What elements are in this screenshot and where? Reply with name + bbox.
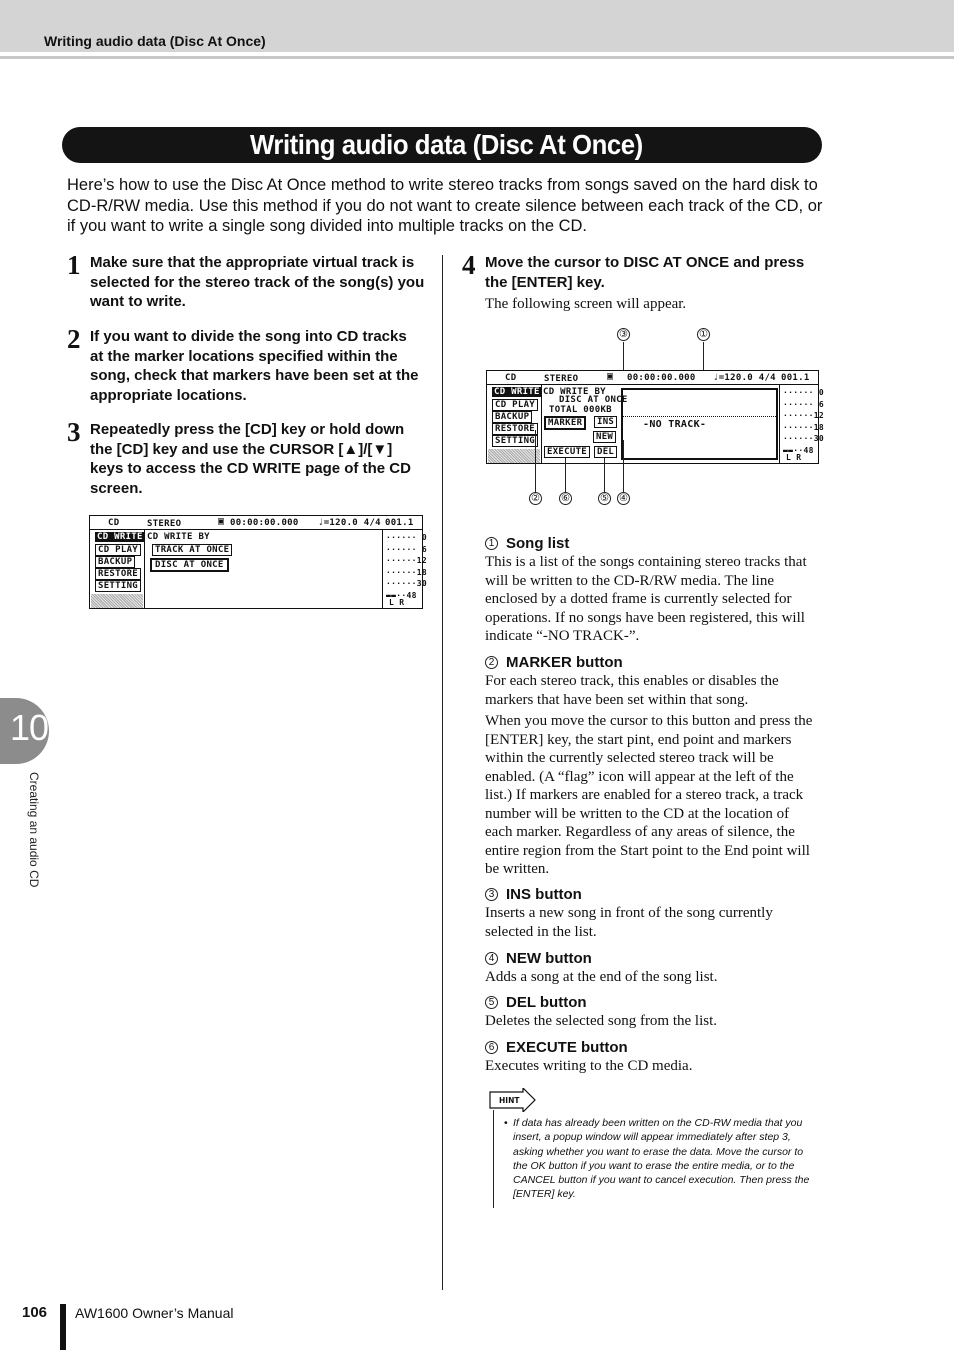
lcd-write-by: CD WRITE BY	[147, 532, 210, 542]
lcd-mode-disc-at-once: DISC AT ONCE	[559, 395, 628, 405]
step-sub: The following screen will appear.	[485, 296, 687, 312]
lcd-bar: 001.1	[385, 518, 414, 528]
chapter-tab	[0, 698, 49, 764]
lcd-new-button: NEW	[593, 431, 616, 443]
lcd-lr-label: L R	[786, 453, 802, 462]
lcd-disc-at-once: DISC AT ONCE	[150, 558, 229, 572]
lcd-cd-label: CD	[505, 373, 517, 383]
item-body: This is a list of the songs containing stereo tracks that will be written to the CD-R/RW media. The line enclosed by a dotted frame is currently selected for operations. If no songs have been registered, this will indicate “-NO TRACK-”.	[485, 554, 807, 644]
item-new-button: 4 NEW button Adds a song at the end of the song list.	[485, 950, 817, 987]
callout-2: ②	[529, 492, 542, 505]
lcd-menu-restore: RESTORE	[95, 568, 141, 580]
lcd-menu-cd-write: CD WRITE	[494, 387, 540, 397]
lcd-bar: 001.1	[781, 373, 810, 383]
callout-5: ⑤	[598, 492, 611, 505]
lcd-stereo-label: STEREO	[544, 374, 579, 384]
hint-arrow-icon	[489, 1088, 537, 1112]
footer-bar	[60, 1304, 66, 1350]
step-number: 4	[462, 250, 476, 280]
lcd-lr-label: L R	[389, 598, 405, 607]
lcd-marker-button: MARKER	[544, 416, 586, 430]
lcd-menu-restore: RESTORE	[492, 423, 538, 435]
column-divider	[442, 255, 443, 1290]
hint-rule	[493, 1110, 494, 1208]
item-body: When you move the cursor to this button and press the [ENTER] key, the start pint, end point and markers within the currently selected stereo track will be enabled. (A “flag” icon will appear at the left of the list.) If markers are enabled for a stereo track, a track number will be written to the CD at the location of each marker. Regardless of any areas of silence, the entire region from the Start point to the End point will be written.	[485, 713, 813, 877]
item-del-button: 5 DEL button Deletes the selected song from the list.	[485, 994, 817, 1031]
intro-paragraph: Here’s how to use the Disc At Once method to write stereo tracks from songs saved on the hard disk to CD-R/RW media. Use this method if you do not want to create silence between each track of the CD, or if you want to write a single song divided into multiple tracks on the CD.	[67, 176, 823, 235]
lcd-time: 00:00:00.000	[230, 518, 299, 528]
lcd-ins-button: INS	[594, 416, 617, 428]
item-title: INS button	[506, 886, 582, 903]
lcd-execute-button: EXECUTE	[544, 446, 590, 458]
hint-box	[504, 1116, 819, 1202]
footer-title: AW1600 Owner’s Manual	[75, 1305, 234, 1321]
lcd-time: 00:00:00.000	[627, 373, 696, 383]
lcd-total: TOTAL 000KB	[549, 405, 612, 415]
lock-icon: ▣	[218, 516, 225, 527]
lcd-menu-cd-play: CD PLAY	[492, 399, 538, 411]
lcd-track-at-once: TRACK AT ONCE	[152, 544, 232, 556]
lcd-menu-setting: SETTING	[95, 580, 141, 592]
step-number: 3	[67, 417, 81, 447]
step-number: 2	[67, 324, 81, 354]
running-title: Writing audio data (Disc At Once)	[44, 33, 266, 49]
item-title: EXECUTE button	[506, 1039, 628, 1056]
lcd-write-by: CD WRITE BY	[543, 387, 606, 397]
item-title: MARKER button	[506, 654, 623, 671]
lcd-stereo-label: STEREO	[147, 519, 182, 529]
lcd-menu-setting: SETTING	[492, 435, 538, 447]
chapter-number: 10	[10, 707, 49, 748]
lcd-no-track: -NO TRACK-	[643, 419, 707, 430]
callout-3: ③	[617, 328, 630, 341]
lcd-cd-write-screen	[89, 515, 427, 609]
callout-6: ⑥	[559, 492, 572, 505]
section-title: Writing audio data (Disc At Once)	[250, 129, 643, 160]
lcd-tempo: ♩=120.0 4/4	[318, 518, 381, 528]
lcd-del-button: DEL	[594, 446, 617, 458]
item-title: NEW button	[506, 950, 592, 967]
item-body: Inserts a new song in front of the song currently selected in the list.	[485, 905, 773, 940]
section-banner	[62, 127, 822, 163]
step-text: Repeatedly press the [CD] key or hold down the [CD] key and use the CURSOR [▲]/[▼] keys to access the CD WRITE page of the CD screen.	[90, 421, 411, 497]
callout-1: ①	[697, 328, 710, 341]
hint-text: • If data has already been written on the CD-RW media that you insert, a popup window will appear immediately after step 3, asking whether you want to erase the data. Move the cursor to the OK button if you want to erase the entire media, or to the CANCEL button if you want to cancel execution. Then press the [ENTER] key.	[504, 1116, 819, 1202]
callout-4: ④	[617, 492, 630, 505]
lcd-song-list	[621, 388, 778, 460]
item-body: For each stereo track, this enables or disables the markers that have been set within that song.	[485, 673, 779, 708]
step-text: If you want to divide the song into CD tracks at the marker locations specified within the song, check that markers have been set at the appropriate locations.	[90, 328, 419, 404]
item-title: Song list	[506, 535, 570, 552]
item-body: Executes writing to the CD media.	[485, 1058, 693, 1074]
running-header	[0, 0, 954, 52]
lcd-menu-backup: BACKUP	[492, 411, 532, 423]
item-title: DEL button	[506, 994, 587, 1011]
lcd-menu-cd-play: CD PLAY	[95, 544, 141, 556]
item-song-list: 1 Song list This is a list of the songs containing stereo tracks that will be written to the CD-R/RW media. The line enclosed by a dotted frame is currently selected for operations. If no songs have been registered, this will indicate “-NO TRACK-”.	[485, 535, 817, 646]
item-execute-button: 6 EXECUTE button Executes writing to the CD media.	[485, 1039, 817, 1076]
lcd-tempo: ♩=120.0 4/4	[713, 373, 776, 383]
item-ins-button: 3 INS button Inserts a new song in front of the song currently selected in the list.	[485, 886, 817, 941]
item-body: Adds a song at the end of the song list.	[485, 969, 718, 985]
step-text: Move the cursor to DISC AT ONCE and press the [ENTER] key.	[485, 254, 805, 291]
hint-label: HINT	[499, 1096, 520, 1105]
lcd-menu-cd-write: CD WRITE	[97, 532, 143, 542]
chapter-label: Creating an audio CD	[27, 772, 41, 888]
step-number: 1	[67, 250, 81, 280]
page-number: 106	[22, 1304, 48, 1321]
item-body: Deletes the selected song from the list.	[485, 1013, 718, 1029]
lcd-menu-backup: BACKUP	[95, 556, 135, 568]
lcd-cd-label: CD	[108, 518, 120, 528]
step-text: Make sure that the appropriate virtual track is selected for the stereo track of the song(s) you want to write.	[90, 254, 425, 310]
header-rule	[0, 56, 954, 59]
lcd-level-meter: ······ 0 ······ 6 ······12 ······18 ······30 ▬▬··48	[783, 388, 824, 455]
item-marker-button: 2 MARKER button For each stereo track, this enables or disables the markers that have been set within that song. When you move the cursor to this button and press the [ENTER] key, the start pint, end point and markers within the currently selected stereo track will be enabled. (A “flag” icon will appear at the left of the list.) If markers are enabled for a stereo track, a track number will be written to the CD at the location of each marker. Regardless of any areas of silence, the entire region from the Start point to the End point will be written.	[485, 654, 817, 879]
lcd-level-meter: ······ 0 ······ 6 ······12 ······18 ······30 ▬▬··48	[386, 533, 427, 600]
lock-icon: ▣	[607, 371, 614, 382]
